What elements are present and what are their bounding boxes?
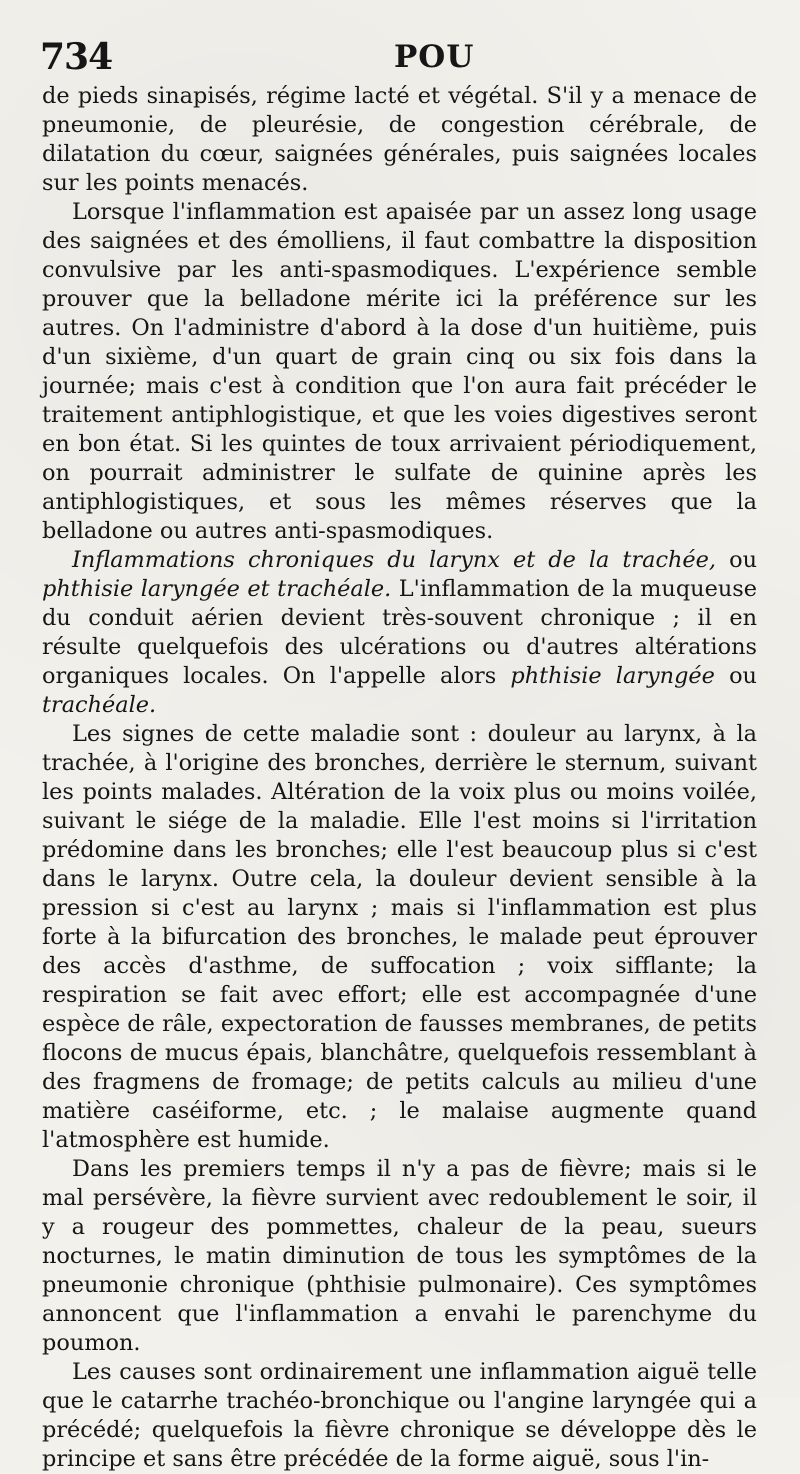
paragraph-fever: Dans les premiers temps il n'y a pas de fièvre; mais si le mal persévère, la fièvre survient avec redoublement le soir, il y a rougeur des pommettes, chaleur de la peau, sueurs nocturnes, le matin diminution de tous les symptômes de la pneumonie chronique (phthisie pulmonaire). Ces symptômes annoncent que l'inflammation a envahi le parenchyme du poumon. bbox=[42, 1156, 757, 1356]
italic-term: phthisie laryngée bbox=[510, 663, 715, 689]
section-heading-italic: Inflammations chroniques du larynx et de la trachée, bbox=[72, 547, 717, 573]
page-number: 734 bbox=[40, 36, 113, 78]
italic-term: phthisie laryngée et trachéale. bbox=[42, 576, 392, 602]
paragraph-continuation: de pieds sinapisés, régime lacté et végétal. S'il y a menace de pneumonie, de pleurésie, de congestion cérébrale, de dilatation du cœur, saignées générales, puis saignées locales sur les points menacés. bbox=[42, 83, 757, 196]
paragraph-antispasmodic-treatment: Lorsque l'inflammation est apaisée par un assez long usage des saignées et des émolliens, il faut combattre la disposition convulsive par les anti-spasmodiques. L'expérience semble prouver que la belladone mérite ici la préférence sur les autres. On l'administre d'abord à la dose d'un huitième, puis d'un sixième, d'un quart de grain cinq ou six fois dans la journée; mais c'est à condition que l'on aura fait précéder le traitement antiphlogistique, et que les voies digestives seront en bon état. Si les quintes de toux arrivaient périodiquement, on pourrait administrer le sulfate de quinine après les antiphlogistiques, et sous les mêmes réserves que la belladone ou autres anti-spasmodiques. bbox=[42, 199, 757, 544]
paragraph-causes: Les causes sont ordinairement une inflammation aiguë telle que le catarrhe trachéo-bronchique ou l'angine laryngée qui a précédé; quelquefois la fièvre chronique se développe dès le principe et sans être précédée de la forme aiguë, sous l'in- bbox=[42, 1359, 757, 1472]
body-text bbox=[42, 82, 757, 1474]
italic-term: trachéale. bbox=[42, 692, 157, 718]
running-head: POU bbox=[394, 39, 475, 75]
paragraph-chronic-inflammation-intro: Inflammations chroniques du larynx et de la trachée, ou phthisie laryngée et trachéale. L'inflammation de la muqueuse du conduit aérien devient très-souvent chronique ; il en résulte quelquefois des ulcérations ou d'autres altérations organiques locales. On l'appelle alors phthisie laryngée ou trachéale. bbox=[42, 547, 757, 718]
paragraph-signs: Les signes de cette maladie sont : douleur au larynx, à la trachée, à l'origine des bronches, derrière le sternum, suivant les points malades. Altération de la voix plus ou moins voilée, suivant le siége de la maladie. Elle l'est moins si l'irritation prédomine dans les bronches; elle l'est beaucoup plus si c'est dans le larynx. Outre cela, la douleur devient sensible à la pression si c'est au larynx ; mais si l'inflammation est plus forte à la bifurcation des bronches, le malade peut éprouver des accès d'asthme, de suffocation ; voix sifflante; la respiration se fait avec effort; elle est accompagnée d'une espèce de râle, expectoration de fausses membranes, de petits flocons de mucus épais, blanchâtre, quelquefois ressemblant à des fragmens de fromage; de petits calculs au milieu d'une matière caséiforme, etc. ; le malaise augmente quand l'atmosphère est humide. bbox=[42, 721, 757, 1153]
page-header bbox=[40, 34, 760, 80]
